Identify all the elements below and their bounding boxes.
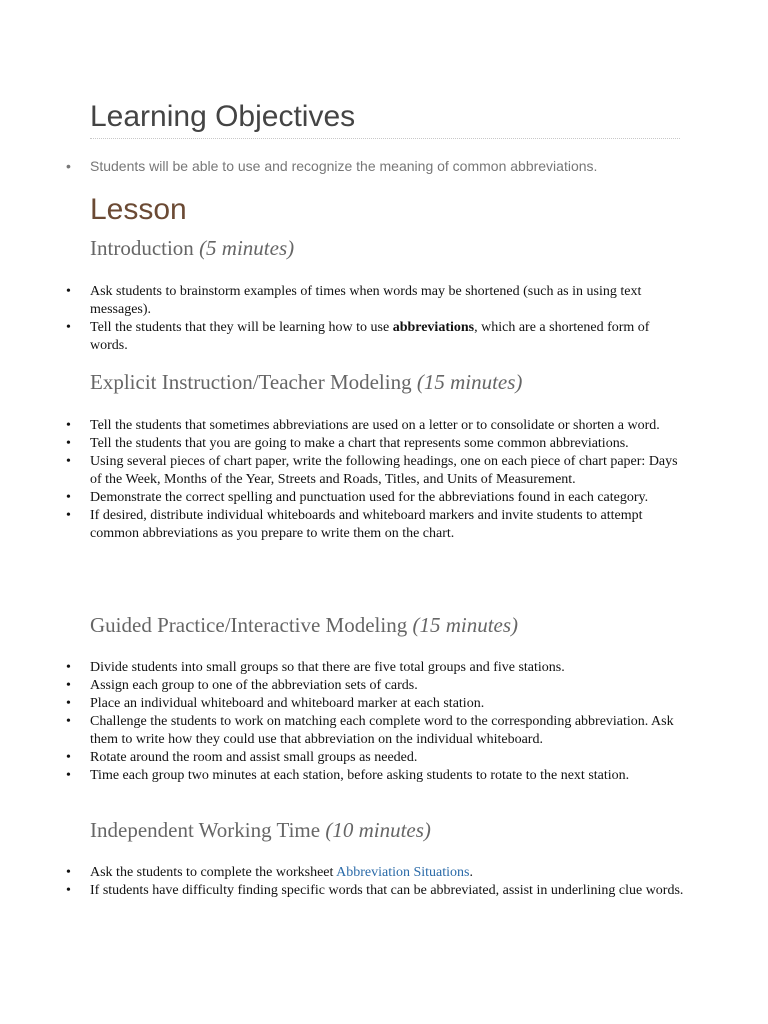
list-item: • Time each group two minutes at each station, before asking students to rotate to the next station. bbox=[90, 767, 690, 785]
list-item: • Place an individual whiteboard and whiteboard marker at each station. bbox=[90, 695, 690, 713]
objectives-list bbox=[90, 158, 690, 174]
list-item: • Challenge the students to work on matching each complete word to the corresponding abbreviation. Ask them to write how they could use that abbreviation on the individual whiteboard. bbox=[90, 713, 690, 749]
list-item: • Ask students to brainstorm examples of times when words may be shortened (such as in using text messages). bbox=[90, 283, 690, 319]
worksheet-link[interactable]: Abbreviation Situations bbox=[336, 865, 470, 880]
section-independent-work bbox=[90, 818, 690, 900]
list-item: • If students have difficulty finding specific words that can be abbreviated, assist in underlining clue words. bbox=[90, 882, 690, 900]
section-time: (15 minutes) bbox=[412, 613, 519, 637]
section-introduction bbox=[90, 236, 690, 355]
learning-objectives-heading: Learning Objectives bbox=[90, 100, 680, 139]
section-list bbox=[90, 864, 690, 900]
objective-item: • Students will be able to use and recognize the meaning of common abbreviations. bbox=[90, 158, 690, 174]
list-item: • Divide students into small groups so that there are five total groups and five stations. bbox=[90, 659, 690, 677]
section-heading: Introduction (5 minutes) bbox=[90, 236, 295, 260]
list-item: • Assign each group to one of the abbreviation sets of cards. bbox=[90, 677, 690, 695]
lesson-heading: Lesson bbox=[90, 193, 187, 226]
section-list bbox=[90, 659, 690, 785]
section-guided-practice bbox=[90, 613, 690, 785]
section-list bbox=[90, 283, 690, 355]
list-item: • Tell the students that sometimes abbreviations are used on a letter or to consolidate or shorten a word. bbox=[90, 417, 690, 435]
list-item: • Ask the students to complete the worksheet Abbreviation Situations. bbox=[90, 864, 690, 882]
section-time: (15 minutes) bbox=[416, 370, 523, 394]
list-item: • Using several pieces of chart paper, write the following headings, one on each piece of chart paper: Days of the Week, Months of the Year, Streets and Roads, Titles, and Units of Measurement. bbox=[90, 453, 690, 489]
list-item: • If desired, distribute individual whiteboards and whiteboard markers and invite students to attempt common abbreviations as you prepare to write them on the chart. bbox=[90, 507, 690, 543]
list-item: • Tell the students that you are going to make a chart that represents some common abbreviations. bbox=[90, 435, 690, 453]
section-time: (5 minutes) bbox=[199, 236, 295, 260]
section-heading: Guided Practice/Interactive Modeling (15 minutes) bbox=[90, 613, 519, 637]
list-item: • Rotate around the room and assist small groups as needed. bbox=[90, 749, 690, 767]
section-explicit-instruction bbox=[90, 370, 690, 543]
section-list bbox=[90, 417, 690, 543]
section-heading: Explicit Instruction/Teacher Modeling (15 minutes) bbox=[90, 370, 523, 394]
section-time: (10 minutes) bbox=[325, 818, 431, 842]
section-heading: Independent Working Time (10 minutes) bbox=[90, 818, 431, 842]
bold-term: abbreviations bbox=[392, 320, 475, 335]
list-item: • Tell the students that they will be learning how to use abbreviations, which are a shortened form of words. bbox=[90, 319, 690, 355]
list-item: • Demonstrate the correct spelling and punctuation used for the abbreviations found in each category. bbox=[90, 489, 690, 507]
